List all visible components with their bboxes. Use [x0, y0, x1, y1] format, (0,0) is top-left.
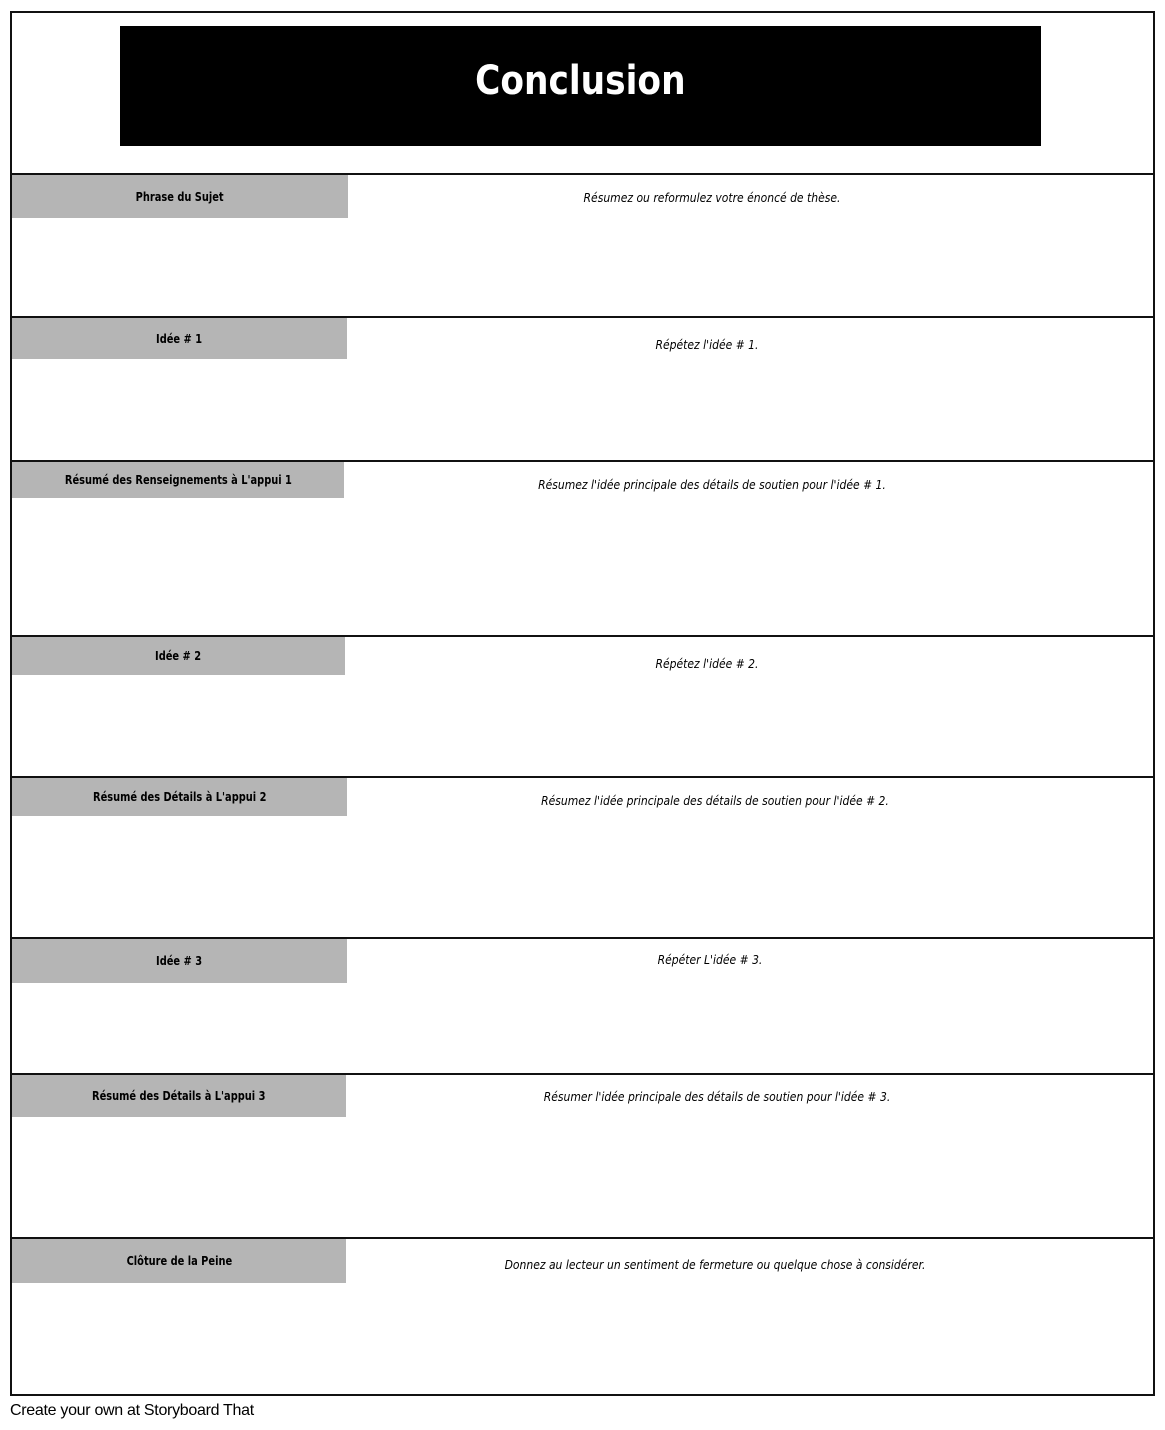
row-label-box	[12, 175, 348, 218]
row-label: Idée # 1	[156, 331, 203, 346]
row-label: Résumé des Renseignements à L'appui 1	[64, 473, 292, 487]
row-idea-3	[12, 939, 1153, 1075]
row-prompt: Résumez l'idée principale des détails de soutien pour l'idée # 2.	[541, 794, 889, 808]
row-label-box	[12, 939, 347, 983]
row-label: Idée # 2	[155, 649, 202, 663]
row-prompt: Répétez l'idée # 2.	[655, 657, 759, 671]
row-closing-sentence	[12, 1239, 1153, 1394]
worksheet	[10, 11, 1155, 1396]
row-label-box	[12, 462, 344, 498]
row-label: Phrase du Sujet	[136, 189, 224, 204]
row-label: Idée # 3	[156, 954, 203, 968]
row-support-summary-2	[12, 778, 1153, 939]
row-prompt: Résumez l'idée principale des détails de soutien pour l'idée # 1.	[538, 478, 886, 492]
row-prompt: Répétez l'idée # 1.	[655, 338, 759, 352]
row-prompt: Résumer l'idée principale des détails de soutien pour l'idée # 3.	[543, 1090, 891, 1104]
row-idea-1	[12, 318, 1153, 462]
title-banner	[120, 26, 1041, 146]
row-label-box	[12, 318, 347, 359]
row-topic-sentence	[12, 175, 1153, 318]
row-prompt: Répéter L'idée # 3.	[657, 953, 763, 967]
row-label-box	[12, 778, 347, 816]
row-idea-2	[12, 637, 1153, 778]
page-title: Conclusion	[475, 58, 686, 104]
row-support-summary-3	[12, 1075, 1153, 1239]
footer-credit: Create your own at Storyboard That	[10, 1402, 254, 1419]
row-prompt: Résumez ou reformulez votre énoncé de thèse.	[583, 191, 841, 205]
row-support-summary-1	[12, 462, 1153, 637]
row-label: Résumé des Détails à L'appui 3	[92, 1089, 266, 1103]
row-label: Clôture de la Peine	[126, 1254, 232, 1268]
worksheet-header	[12, 13, 1153, 175]
row-prompt: Donnez au lecteur un sentiment de fermeture ou quelque chose à considérer.	[504, 1258, 926, 1272]
row-label-box	[12, 637, 345, 675]
row-label: Résumé des Détails à L'appui 2	[92, 790, 267, 804]
row-label-box	[12, 1075, 346, 1117]
row-label-box	[12, 1239, 346, 1283]
